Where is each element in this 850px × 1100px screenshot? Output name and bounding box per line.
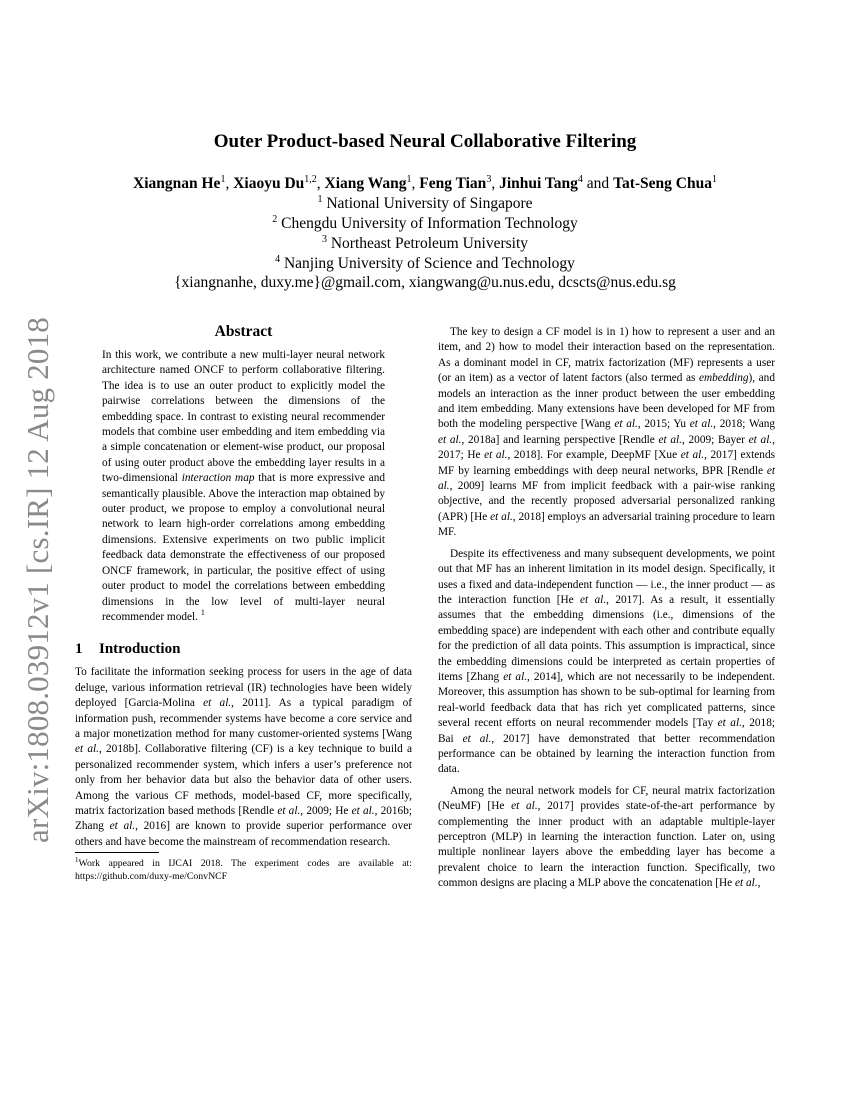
italic-text: et al.: [75, 743, 99, 756]
section-title: Introduction: [99, 641, 181, 658]
text-run: , 2018a] and learning perspective [Rendle: [461, 433, 659, 446]
affiliation-number: 3: [321, 234, 327, 245]
italic-text: embedding: [698, 372, 749, 385]
affiliation-number: 2: [272, 214, 278, 225]
author-affiliation-mark: 1,2: [304, 174, 317, 185]
author-separator: ,: [491, 175, 500, 192]
author-separator: ,: [411, 175, 420, 192]
affiliation-number: 4: [275, 254, 281, 265]
italic-text: et al.: [689, 418, 714, 431]
italic-text: et al.: [462, 732, 492, 745]
affiliation-line: [75, 234, 775, 254]
text-run: , 2018b]. Collaborative filtering (CF) is a key technique to build a personalized recommender system, which infers a user’s preference not only from her behavior data but also the behavior data of other users. Among the various CF methods, model-based CF, more specifically, matrix factorization based methods [Rendle: [75, 743, 412, 817]
author-affiliation-mark: 1: [220, 174, 226, 185]
text-run: Despite its effectiveness and many subsequent developments, we point out that MF has an inherent limitation in its model design. Specifically, it uses a fixed and data-independent function — i.e., the inner product — as the interaction function [He: [438, 547, 775, 606]
text-run: , 2015; Yu: [637, 418, 690, 431]
italic-text: et al.: [484, 449, 508, 462]
author-affiliation-mark: 1: [406, 174, 412, 185]
left-column: [75, 322, 412, 883]
italic-text: et al.: [614, 418, 638, 431]
author-name: Jinhui Tang: [499, 175, 578, 192]
text-run: , 2009] learns MF from implicit feedback with a pair-wise ranking objective, and the recently proposed adversarial personalized ranking (APR) [He: [438, 480, 775, 523]
text-run: , 2018; Bai: [438, 717, 775, 745]
text-run: , 2017] extends MF by learning embeddings with deep neural networks, BPR [Rendle: [438, 449, 775, 477]
text-run: ), and models an interaction as the inner product between the user embedding and item embedding. Many extensions have been developed for MF from both the modeling perspective [Wang: [438, 372, 775, 431]
italic-text: et al.: [277, 804, 301, 817]
italic-text: et al.: [658, 433, 682, 446]
introduction-heading: [75, 639, 412, 659]
text-run: , 2009; He: [300, 804, 352, 817]
italic-text: et al.: [490, 510, 513, 523]
author-affiliation-mark: 3: [486, 174, 492, 185]
abstract-text: In this work, we contribute a new multi-layer neural network architecture named ONCF to perform collaborative filtering. The idea is to use an outer product to explicitly model the pairwise correlations between the dimensions of the embedding space. In contrast to existing neural recommender models that combine user embedding and item embedding via a simple concatenation or element-wise product, our proposal of using outer product above the embedding layer results in a two-dimensional: [102, 349, 385, 485]
author-affiliation-mark: 4: [577, 174, 583, 185]
text-run: , 2018] employs an adversarial training procedure to learn MF.: [438, 510, 775, 539]
affiliation-name: Nanjing University of Science and Technology: [283, 255, 575, 272]
author-name: Feng Tian: [419, 175, 487, 192]
italic-text: et al.: [438, 464, 775, 493]
author-emails: {xiangnanhe, duxy.me}@gmail.com, xiangwang@u.nus.edu, dcscts@nus.edu.sg: [174, 274, 676, 291]
italic-text: et al.: [734, 877, 758, 890]
italic-text: et al.: [109, 820, 136, 833]
italic-text: et al.: [748, 433, 773, 446]
affiliation-line: [75, 194, 775, 214]
footnote-divider: [75, 852, 159, 853]
author-affiliation-mark: 1: [711, 174, 717, 185]
author-name: Xiang Wang: [324, 175, 407, 192]
italic-text: et al.: [203, 697, 232, 710]
abstract-body: [102, 348, 385, 625]
text-run: , 2009; Bayer: [681, 433, 749, 446]
affiliation-number: 1: [317, 194, 323, 205]
affiliation-line: [75, 254, 775, 274]
text-run: , 2016] are known to provide superior performance over others and have become the mainstream of recommendation research.: [75, 820, 412, 848]
right-column: [438, 325, 775, 892]
italic-text: et al.: [351, 804, 375, 817]
text-run: , 2017; He: [438, 433, 775, 462]
author-name: Xiangnan He: [133, 175, 221, 192]
author-conjunction: and: [582, 175, 614, 192]
footnote-mark: 1: [75, 856, 79, 865]
italic-text: et al.: [503, 670, 528, 683]
text-run: To facilitate the information seeking process for users in the age of data deluge, various information retrieval (IR) technologies have been widely deployed [Garcia-Molina: [75, 666, 412, 710]
text-run: ,: [757, 877, 761, 890]
text-run: The key to design a CF model is in 1) how to represent a user and an item, and 2) how to model their interaction based on the representation. As a dominant model in CF, matrix factorization (MF) represents a user (or an item) as a vector of latent factors (also termed as: [438, 326, 775, 385]
paper-title: Outer Product-based Neural Collaborative Filtering: [213, 131, 637, 152]
author-name: Xiaoyu Du: [233, 175, 305, 192]
abstract-heading: Abstract: [214, 323, 273, 340]
italic-text: et al.: [511, 800, 538, 813]
affiliation-name: Northeast Petroleum University: [330, 235, 529, 252]
footnote: [75, 857, 412, 883]
introduction-paragraph: [75, 665, 412, 850]
text-run: Among the neural network models for CF, neural matrix factorization (NeuMF) [He: [438, 784, 775, 813]
author-separator: ,: [316, 175, 325, 192]
italic-text: et al.: [580, 593, 607, 606]
text-run: , 2017]. As a result, it essentially assumes that the embedding dimensions (i.e., dimensions of the embedding space) are independent with each other and contribute equally for the prediction of all data points. This assumption is impractical, since the embedding dimensions could be interpreted as certain properties of items [Zhang: [438, 593, 776, 683]
affiliation-line: [75, 214, 775, 234]
text-run: , 2017] have demonstrated that better recommendation performance can be obtained by learning the interaction function from data.: [438, 732, 775, 776]
text-run: , 2018]. For example, DeepMF [Xue: [507, 449, 681, 462]
text-run: , 2017] provides state-of-the-art performance by complementing the inner product with an adaptable multiple-layer perceptron (MLP) in learning the interaction function. Later on, using multiple nonlinear layers above the embedding layer has become a prevalent choice to learn the interaction function. Specifically, two common designs are placing a MLP above the concatenation [He: [438, 800, 775, 890]
arxiv-identifier-stamp: arXiv:1808.03912v1 [cs.IR] 12 Aug 2018: [20, 317, 55, 843]
text-run: , 2016b; Zhang: [75, 804, 412, 833]
italic-text: et al.: [680, 449, 705, 462]
text-run: , 2018; Wang: [713, 418, 776, 431]
section-number: 1: [75, 641, 83, 658]
italic-text: et al.: [438, 433, 462, 446]
author-separator: ,: [225, 175, 234, 192]
abstract-text: that is more expressive and semantically plausible. Above the interaction map obtained by outer product, we propose to employ a convolutional neural network to learn high-order correlations among embedding dimensions. Extensive experiments on two public implicit feedback data demonstrate the effectiveness of our proposed ONCF framework, in particular, the positive effect of using outer product to model the correlations between embedding dimensions in the low level of multi-layer neural recommender model.: [102, 472, 385, 623]
text-run: , 2014], which are not necessarily to be independent. Moreover, this assumption has shown to be sub-optimal for learning from real-world feedback data that has rich yet complicated patterns, since several recent efforts on neural recommender models [Tay: [438, 670, 775, 730]
affiliation-name: Chengdu University of Information Technology: [281, 215, 578, 232]
text-run: , 2011]. As a typical paradigm of information push, recommender systems have become a core service and a major monetization method for many customer-oriented systems [Wang: [75, 697, 412, 740]
author-list: [75, 174, 775, 194]
author-name: Tat-Seng Chua: [613, 175, 712, 192]
body-paragraph: [438, 784, 775, 892]
body-paragraph: [438, 325, 775, 541]
italic-text: et al.: [717, 717, 742, 730]
affiliation-name: National University of Singapore: [326, 195, 533, 212]
abstract-emphasis: interaction map: [181, 472, 255, 485]
footnote-reference: 1: [200, 607, 205, 617]
body-paragraph: [438, 547, 775, 778]
footnote-text: Work appeared in IJCAI 2018. The experiment codes are available at: https://github.com/duxy-me/ConvNCF: [75, 858, 412, 883]
